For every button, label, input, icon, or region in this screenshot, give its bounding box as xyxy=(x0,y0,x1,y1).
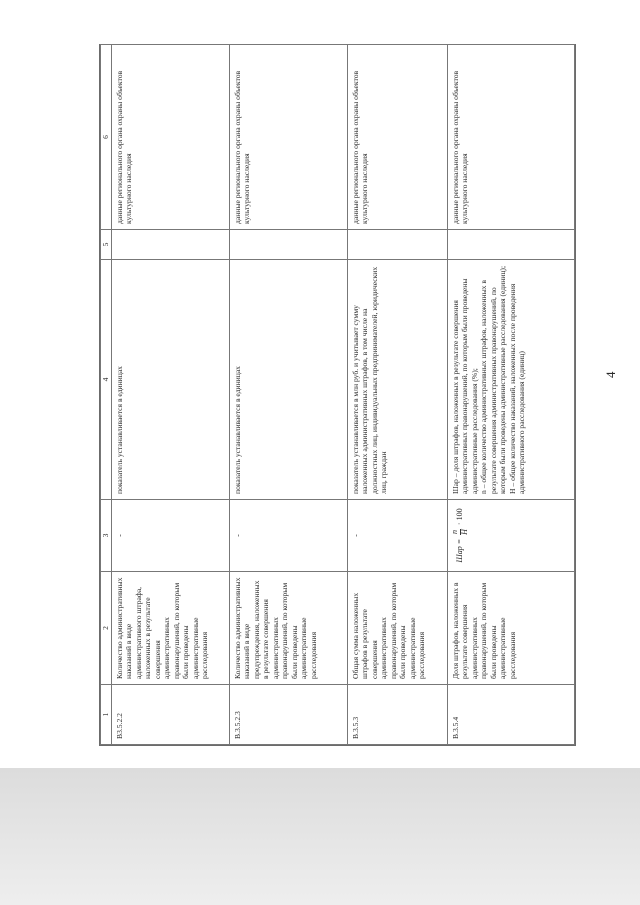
header-cell: 4 xyxy=(101,260,112,500)
table-row xyxy=(112,45,230,745)
name-cell: Количество административных наказаний в виде административного штрафа, наложенных в результате совершения административных правонарушений, по которым были проведены административные расследования xyxy=(112,572,230,685)
formula-denominator: Н xyxy=(459,529,469,535)
header-cell: 3 xyxy=(101,500,112,572)
formula-rhs: · 100 xyxy=(455,508,465,526)
name-cell: Доля штрафов, наложенных в результате совершения административных правонарушений, по которым были проведены административные расследования xyxy=(448,572,575,685)
empty-cell xyxy=(230,230,348,260)
formula-lhs: Шар = xyxy=(455,538,465,563)
empty-cell xyxy=(348,230,448,260)
source-cell: данные регионального органа охраны объектов культурного наследия xyxy=(448,45,575,230)
description-cell xyxy=(448,260,575,500)
code-cell: В.3.5.2.3 xyxy=(230,685,348,745)
description-line: Шар – доля штрафов, наложенных в результате совершения административных правонарушений, по которым были проведены административные расследования (%); xyxy=(451,278,479,494)
indicator-table xyxy=(100,44,575,745)
description-line: n – общее количество административных штрафов, наложенных в результате совершения административных правонарушений, по которым были проведены административные расследования (единиц); xyxy=(479,265,508,494)
formula-cell: - xyxy=(348,500,448,572)
header-cell: 6 xyxy=(101,45,112,230)
table-row xyxy=(230,45,348,745)
description-line: показатель устанавливается в млн руб. и учитывает сумму наложенных административных штрафов, в том числе на должностных лиц, индивидуальных предпринимателей, юридических лиц, граждан xyxy=(351,266,389,494)
formula-cell: - xyxy=(230,500,348,572)
empty-cell xyxy=(448,230,575,260)
header-cell: 2 xyxy=(101,572,112,685)
description-cell xyxy=(348,260,448,500)
code-cell: В.3.5.3 xyxy=(348,685,448,745)
formula-fraction xyxy=(451,529,470,535)
code-cell: В.3.5.4 xyxy=(448,685,575,745)
table-header-row xyxy=(101,45,112,745)
empty-cell xyxy=(112,230,230,260)
source-cell: данные регионального органа охраны объектов культурного наследия xyxy=(230,45,348,230)
formula-cell xyxy=(448,500,575,572)
code-cell: В3.5.2.2 xyxy=(112,685,230,745)
indicator-table-frame xyxy=(100,45,575,745)
name-cell: Общая сумма наложенных штрафов в результате совершения административных правонарушений, по которым были проведены административные расследования xyxy=(348,572,448,685)
header-cell: 5 xyxy=(101,230,112,260)
description-cell xyxy=(230,260,348,500)
description-line: показатель устанавливается в единицах xyxy=(115,366,124,494)
header-cell: 1 xyxy=(101,685,112,745)
share-formula xyxy=(451,508,470,562)
rotated-table-container xyxy=(100,45,575,745)
formula-numerator: n xyxy=(450,529,459,534)
description-cell xyxy=(112,260,230,500)
source-cell: данные регионального органа охраны объектов культурного наследия xyxy=(112,45,230,230)
table-row xyxy=(348,45,448,745)
scan-background xyxy=(0,768,640,905)
description-line: Н – общее количество наказаний, наложенных после проведения административного расследования (единиц) xyxy=(507,283,527,494)
formula-cell: - xyxy=(112,500,230,572)
page-number: 4 xyxy=(603,371,618,378)
source-cell: данные регионального органа охраны объектов культурного наследия xyxy=(348,45,448,230)
name-cell: Количество административных наказаний в виде предупреждения, наложенных в результате совершения административных правонарушений, по которым были проведены административные расследования xyxy=(230,572,348,685)
table-row xyxy=(448,45,575,745)
description-line: показатель устанавливается в единицах xyxy=(233,366,242,494)
